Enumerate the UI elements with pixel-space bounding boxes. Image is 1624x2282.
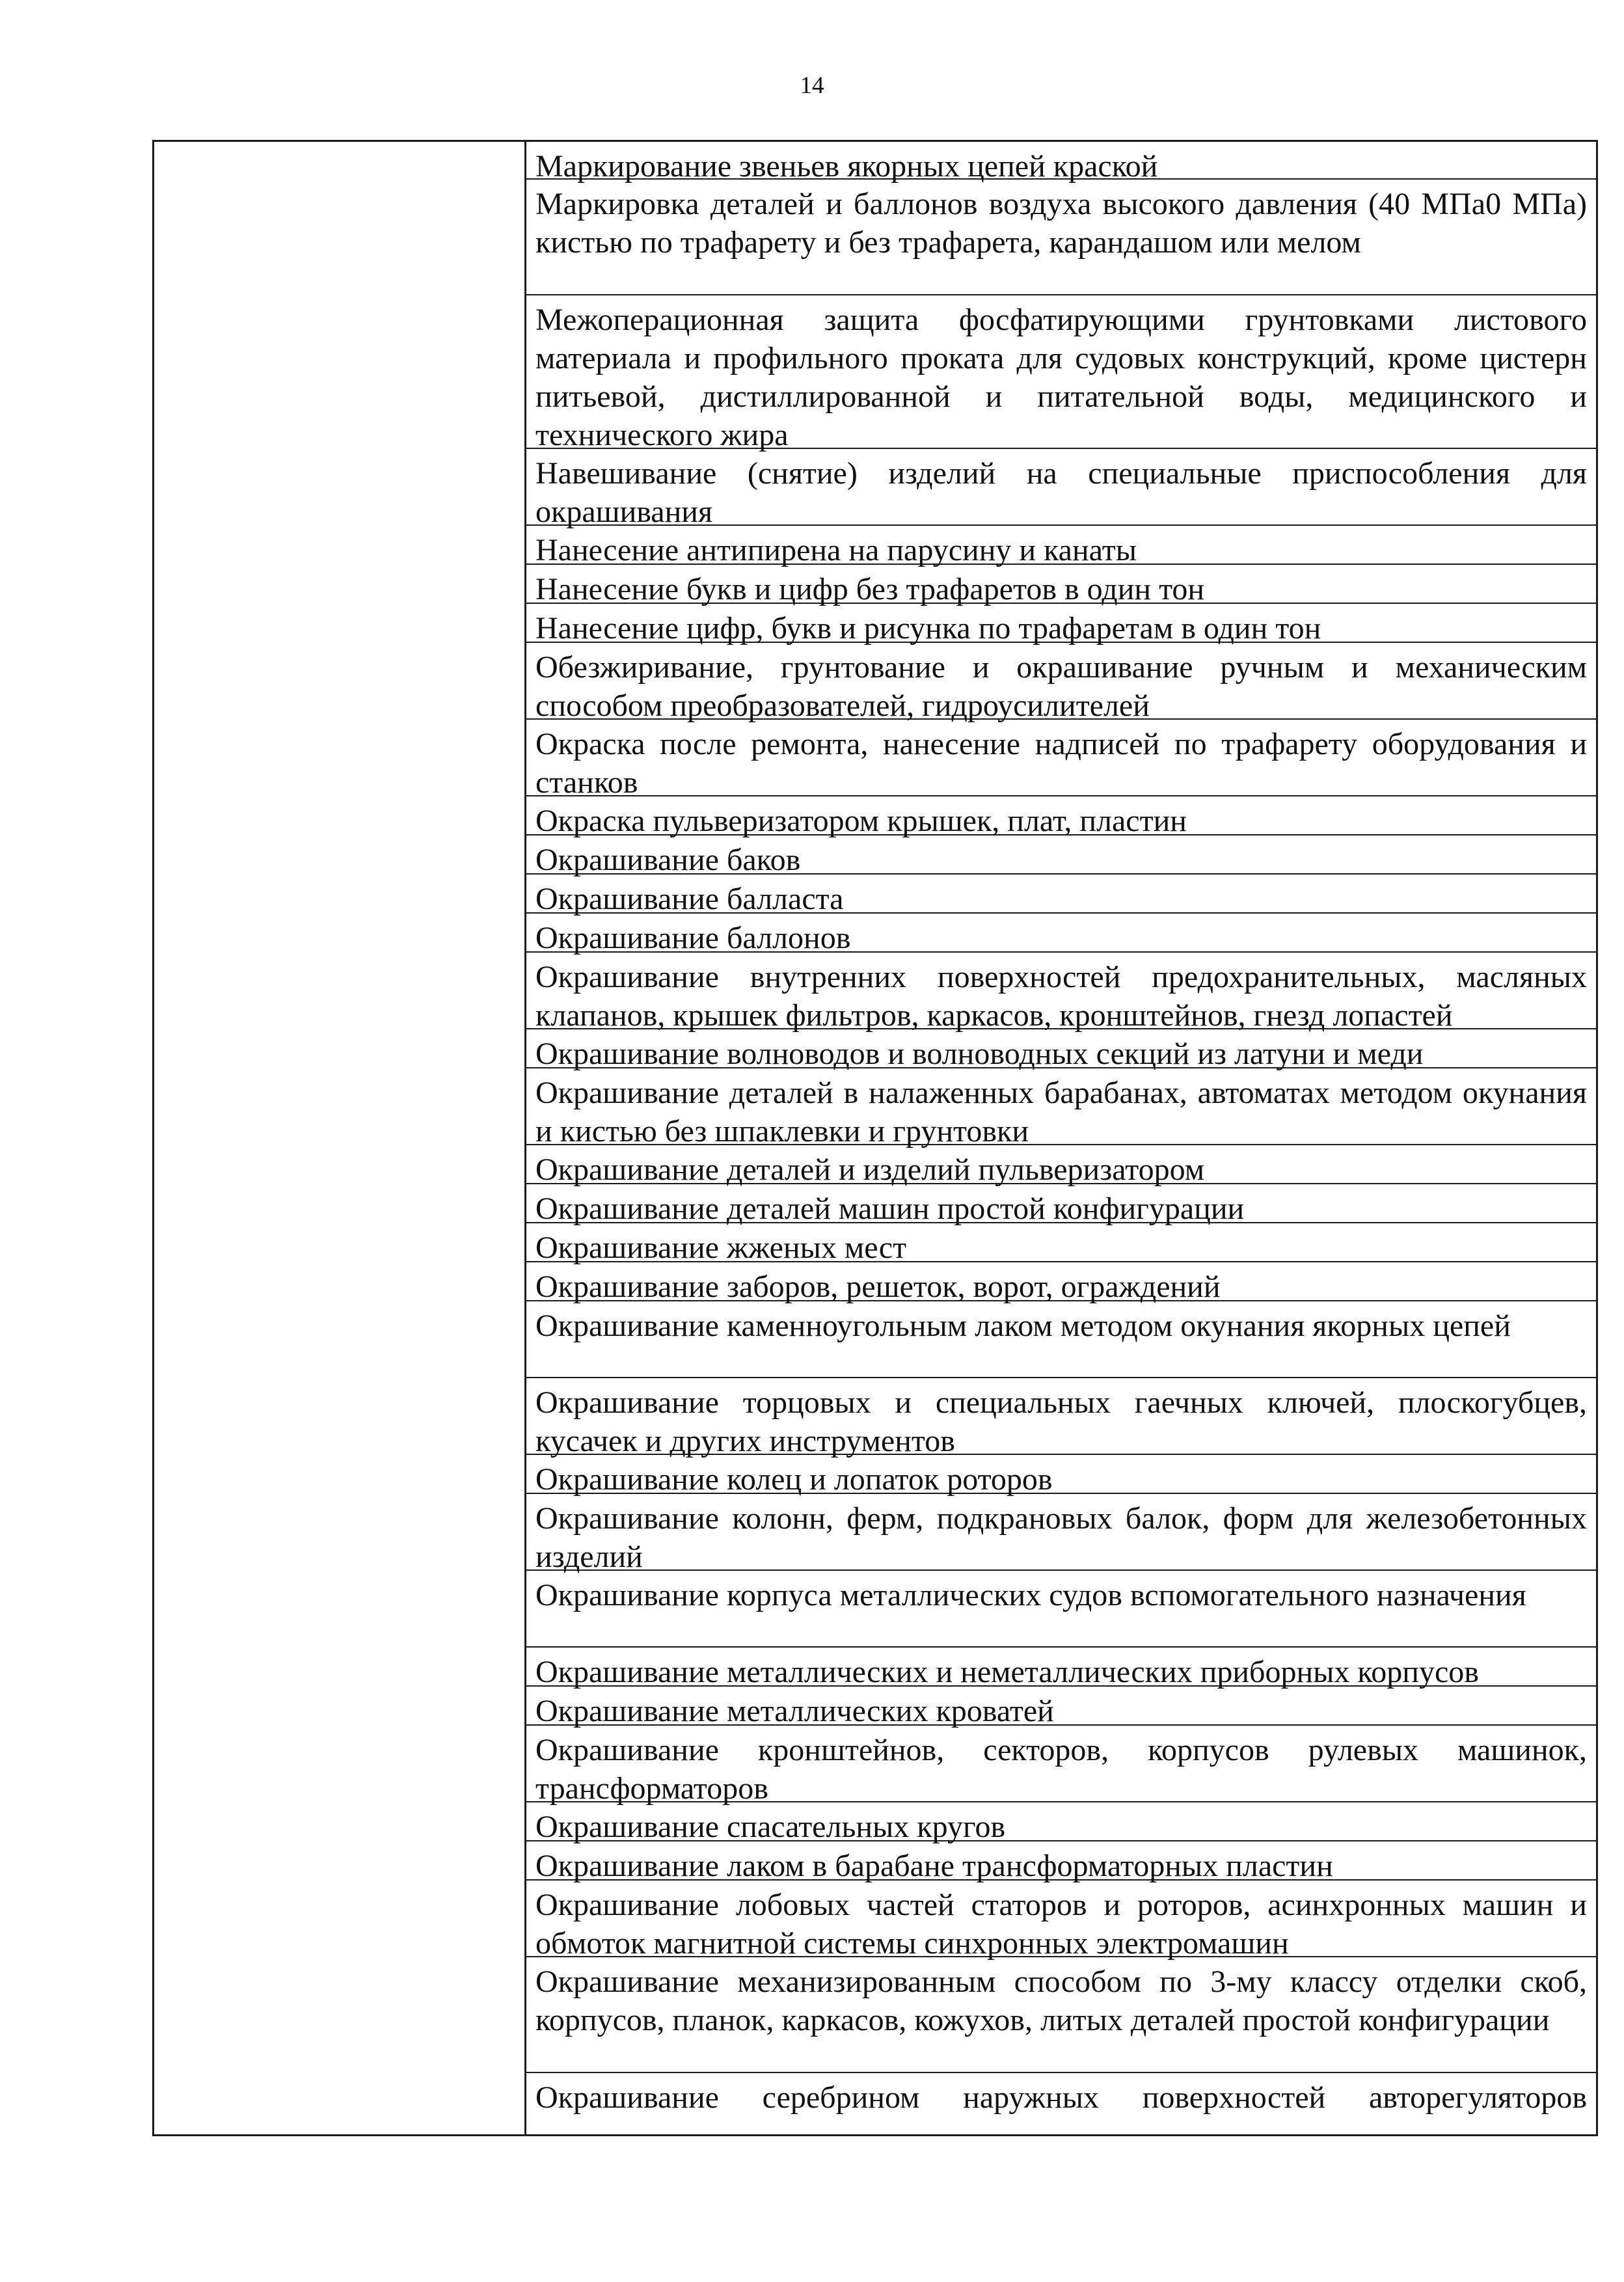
- table-row: Окрашивание лаком в барабане трансформаторных пластин: [526, 1841, 1596, 1881]
- table-row: Окраска пульверизатором крышек, плат, пластин: [526, 796, 1596, 835]
- table-row: Окрашивание металлических кроватей: [526, 1687, 1596, 1726]
- page-number: 14: [800, 72, 824, 99]
- table-row: Окрашивание серебрином наружных поверхностей авторегуляторов: [535, 2080, 1587, 2115]
- table-row: Окрашивание заборов, решеток, ворот, ограждений: [526, 1262, 1596, 1301]
- table-right-column: [526, 142, 1596, 2134]
- table-row: Окрашивание металлических и неметаллических приборных корпусов: [526, 1648, 1596, 1687]
- table-left-column: [154, 142, 526, 2134]
- table-row: Окрашивание механизированным способом по 3-му классу отделки скоб, корпусов, планок, каркасов, кожухов, литых деталей простой конфигурации: [526, 1957, 1596, 2073]
- table-row: Окрашивание спасательных кругов: [526, 1802, 1596, 1841]
- table-row: Маркирование звеньев якорных цепей краской: [526, 142, 1596, 180]
- table-row: Окрашивание колец и лопаток роторов: [526, 1455, 1596, 1494]
- table-row: Окрашивание балласта: [526, 875, 1596, 914]
- table-row: Нанесение антипирена на парусину и канаты: [526, 526, 1596, 565]
- table-row: Окраска после ремонта, нанесение надписей по трафарету оборудования и станков: [526, 720, 1596, 796]
- table-row: Окрашивание кронштейнов, секторов, корпусов рулевых машинок, трансформаторов: [526, 1726, 1596, 1802]
- table-row: Окрашивание внутренних поверхностей предохранительных, масляных клапанов, крышек фильтров, каркасов, кронштейнов, гнезд лопастей: [526, 953, 1596, 1029]
- table-row: Окрашивание жженых мест: [526, 1223, 1596, 1262]
- table-row: Навешивание (снятие) изделий на специальные приспособления для окрашивания: [526, 449, 1596, 526]
- table-row: Окрашивание деталей машин простой конфигурации: [526, 1184, 1596, 1223]
- table-row: Окрашивание волноводов и волноводных секций из латуни и меди: [526, 1029, 1596, 1068]
- table-row: Обезжиривание, грунтование и окрашивание ручным и механическим способом преобразователей, гидроусилителей: [526, 643, 1596, 720]
- table-row: Окрашивание лобовых частей статоров и роторов, асинхронных машин и обмоток магнитной системы синхронных электромашин: [526, 1881, 1596, 1957]
- table-row: Окрашивание каменноугольным лаком методом окунания якорных цепей: [526, 1301, 1596, 1378]
- table-row: Окрашивание корпуса металлических судов вспомогательного назначения: [526, 1571, 1596, 1648]
- table-row: Окрашивание торцовых и специальных гаечных ключей, плоскогубцев, кусачек и других инструментов: [526, 1378, 1596, 1455]
- table-row: Межоперационная защита фосфатирующими грунтовками листового материала и профильного проката для судовых конструкций, кроме цистерн питьевой, дистиллированной и питательной воды, медицинского и технического жира: [526, 295, 1596, 449]
- table-row: Маркировка деталей и баллонов воздуха высокого давления (40 МПа0 МПа) кистью по трафарету и без трафарета, карандашом или мелом: [526, 180, 1596, 295]
- table-row: Окрашивание деталей и изделий пульверизатором: [526, 1145, 1596, 1184]
- table-row: Окрашивание баков: [526, 835, 1596, 875]
- work-types-table: [152, 140, 1598, 2136]
- table-row: Окрашивание колонн, ферм, подкрановых балок, форм для железобетонных изделий: [526, 1494, 1596, 1571]
- table-row: Окрашивание деталей в налаженных барабанах, автоматах методом окунания и кистью без шпаклевки и грунтовки: [526, 1068, 1596, 1145]
- table-row: Нанесение букв и цифр без трафаретов в один тон: [526, 565, 1596, 604]
- table-row: Нанесение цифр, букв и рисунка по трафаретам в один тон: [526, 604, 1596, 643]
- table-row: Окрашивание баллонов: [526, 914, 1596, 953]
